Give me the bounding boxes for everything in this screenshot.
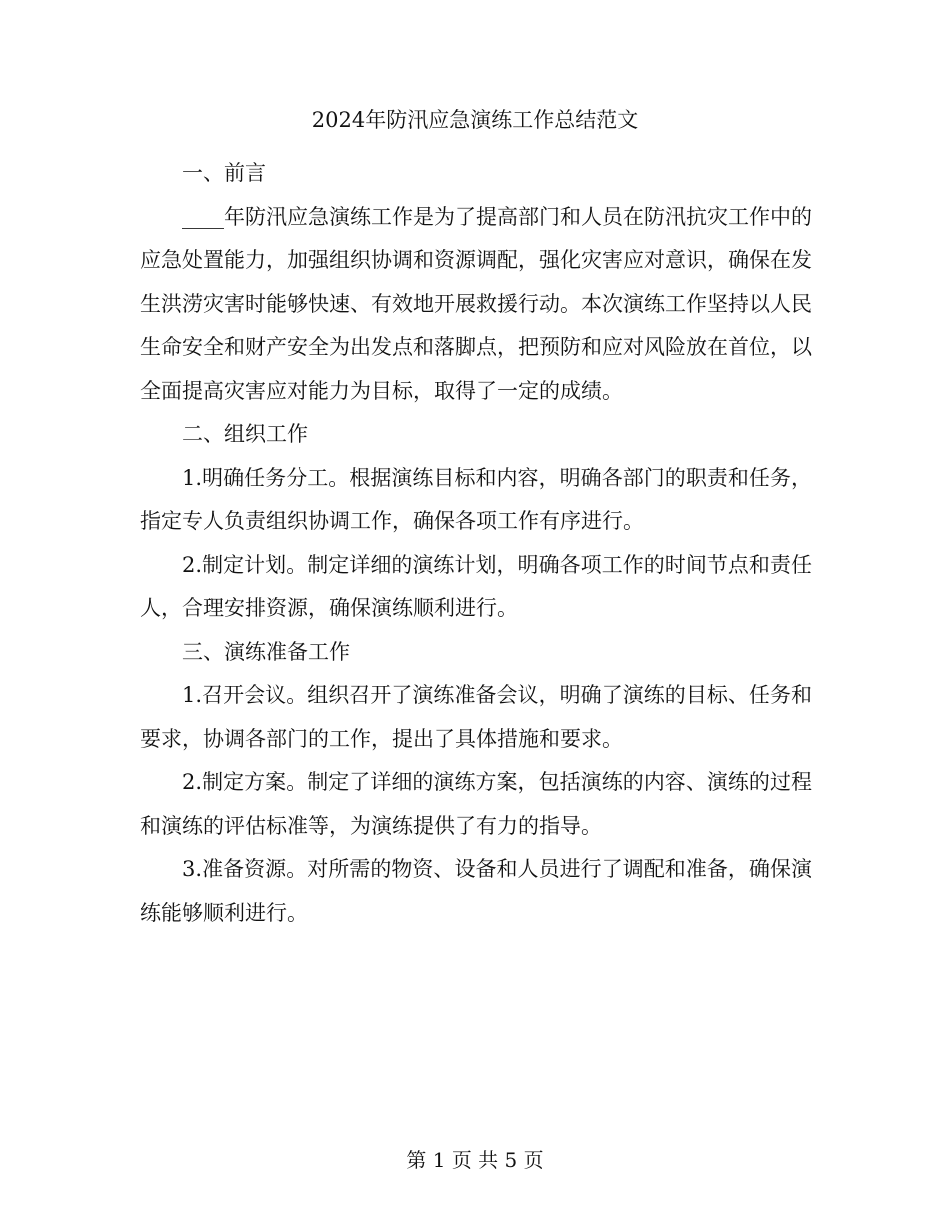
document-title: 2024年防汛应急演练工作总结范文 <box>311 108 639 132</box>
section-heading-organization: 二、组织工作 <box>182 422 308 446</box>
paragraph-meeting: 1.召开会议。组织召开了演练准备会议，明确了演练的目标、任务和要求，协调各部门的工作，提出了具体措施和要求。 <box>140 683 812 751</box>
paragraph-scheme: 2.制定方案。制定了详细的演练方案，包括演练的内容、演练的过程和演练的评估标准等，为演练提供了有力的指导。 <box>140 770 812 838</box>
paragraph-plan: 2.制定计划。制定详细的演练计划，明确各项工作的时间节点和责任人，合理安排资源，确保演练顺利进行。 <box>140 552 812 620</box>
page-number-footer: 第 1 页 共 5 页 <box>406 1148 544 1172</box>
section-heading-preparation: 三、演练准备工作 <box>182 639 350 664</box>
document-body <box>140 152 812 935</box>
paragraph-resources: 3.准备资源。对所需的物资、设备和人员进行了调配和准备，确保演练能够顺利进行。 <box>140 857 812 925</box>
paragraph-preface: ____年防汛应急演练工作是为了提高部门和人员在防汛抗灾工作中的应急处置能力，加强组织协调和资源调配，强化灾害应对意识，确保在发生洪涝灾害时能够快速、有效地开展救援行动。本次演练工作坚持以人民生命安全和财产安全为出发点和落脚点，把预防和应对风险放在首位，以全面提高灾害应对能力为目标，取得了一定的成绩。 <box>140 204 812 403</box>
paragraph-task-division: 1.明确任务分工。根据演练目标和内容，明确各部门的职责和任务，指定专人负责组织协调工作，确保各项工作有序进行。 <box>140 465 812 533</box>
section-heading-preface: 一、前言 <box>182 161 266 185</box>
